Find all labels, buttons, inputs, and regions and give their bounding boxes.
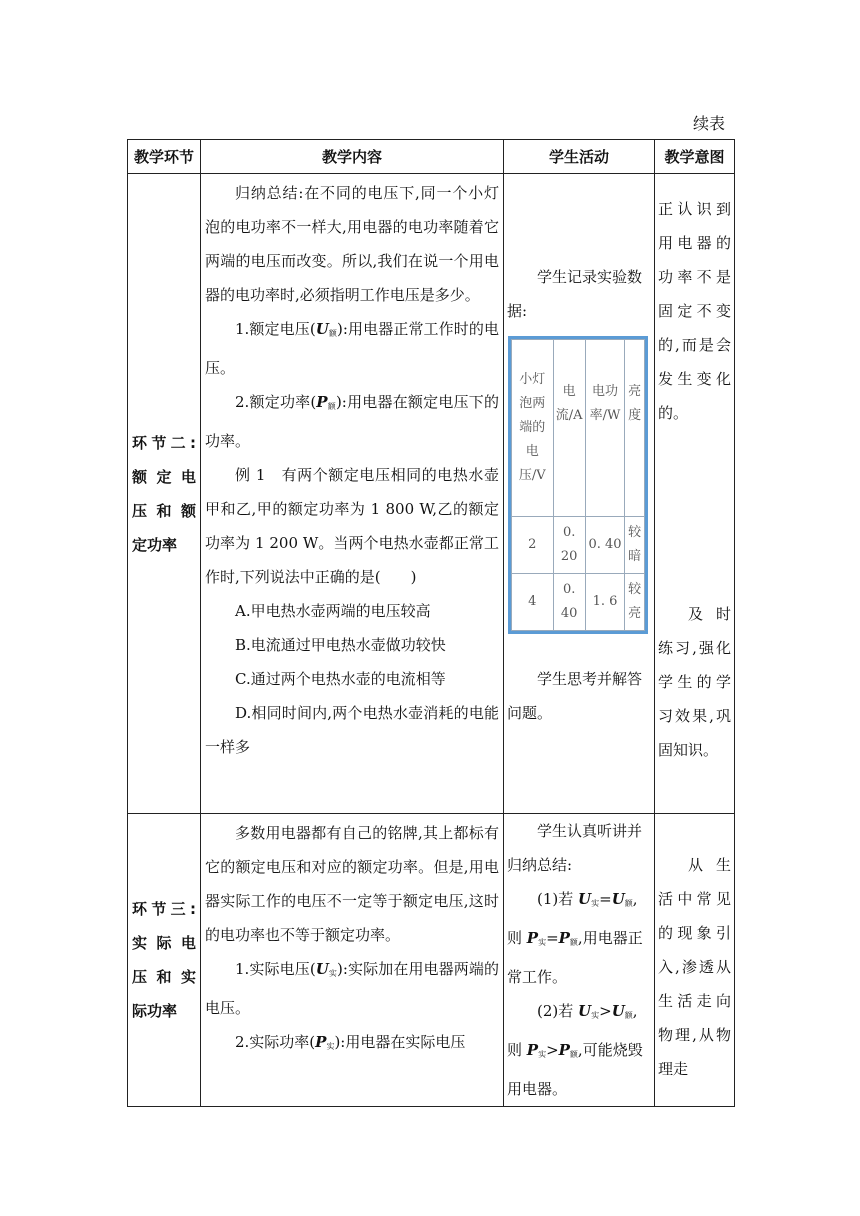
option-b: B.电流通过甲电热水壶做功较快 <box>235 636 446 654</box>
lesson-plan-table <box>127 139 735 1107</box>
purpose-text: 正认识到用电器的功率不是固定不变的,而是会发生变化的。 <box>658 200 731 422</box>
case-1: (1)若 $U_实=U_额$,则 $P_实=P_额$,用电器正常工作。 <box>507 890 643 986</box>
header-purpose: 教学意图 <box>655 140 735 174</box>
header-activity: 学生活动 <box>504 140 655 174</box>
stage-line: 额定电 <box>132 467 196 486</box>
col-current: 电流/A <box>553 340 585 517</box>
section2-activity <box>504 174 655 814</box>
data-table-header <box>512 340 645 517</box>
cell: 4 <box>512 574 554 631</box>
record-text: 学生记录实验数据: <box>507 268 643 320</box>
actual-voltage-definition: 1.实际电压$(U_实)$:实际加在用电器两端的电压。 <box>205 960 499 1017</box>
option-c: C.通过两个电热水壶的电流相等 <box>235 670 446 688</box>
stage-line: 定功率 <box>132 535 178 554</box>
cell: 较暗 <box>625 517 645 574</box>
section3-activity <box>504 814 655 1107</box>
cell: 0. 40 <box>553 574 585 631</box>
intro-paragraph: 多数用电器都有自己的铭牌,其上都标有它的额定电压和对应的额定功率。但是,用电器实际工作的电压不一定等于额定电压,这时的电功率也不等于额定功率。 <box>205 824 499 944</box>
option-a: A.甲电热水壶两端的电压较高 <box>235 602 431 620</box>
col-voltage: 小灯泡两端的电压/V <box>512 340 554 517</box>
col-brightness: 亮度 <box>625 340 645 517</box>
stage-line: 际功率 <box>132 1002 178 1020</box>
rated-power-definition: 2.额定功率$(P_额)$:用电器在额定电压下的功率。 <box>205 393 499 450</box>
actual-power-definition: 2.实际功率$(P_实)$:用电器在实际电压 <box>235 1033 466 1051</box>
section3-purpose <box>655 814 735 1107</box>
continued-label: 续表 <box>693 114 726 133</box>
rated-voltage-definition: 1.额定电压$(U_额)$:用电器正常工作时的电压。 <box>205 320 499 377</box>
cell: 0. 40 <box>585 517 624 574</box>
section3-stage <box>128 814 201 1107</box>
cell: 1. 6 <box>585 574 624 631</box>
purpose-text: 及时练习,强化学生的学习效果,巩固知识。 <box>658 605 731 759</box>
section3-row <box>128 814 735 1107</box>
think-text: 学生思考并解答问题。 <box>507 670 643 722</box>
cell: 0. 20 <box>553 517 585 574</box>
case-2: (2)若 $U_实>U_额$,则 $P_实>P_额$,可能烧毁用电器。 <box>507 1002 643 1098</box>
data-table-row <box>512 517 645 574</box>
data-table-row <box>512 574 645 631</box>
header-content: 教学内容 <box>201 140 504 174</box>
activity-intro: 学生认真听讲并归纳总结: <box>507 822 643 874</box>
stage-line: 实际电 <box>132 934 196 952</box>
section2-stage <box>128 174 201 814</box>
cell: 较亮 <box>625 574 645 631</box>
section2-purpose <box>655 174 735 814</box>
col-power: 电功率/W <box>585 340 624 517</box>
cell: 2 <box>512 517 554 574</box>
purpose-text: 从生活中常见的现象引入,渗透从生活走向物理,从物理走 <box>658 856 731 1078</box>
section3-content <box>201 814 504 1107</box>
example-question: 例 1 有两个额定电压相同的电热水壶甲和乙,甲的额定功率为 1 800 W,乙的额定功率为 1 200 W。当两个电热水壶都正常工作时,下列说法中正确的是( ) <box>205 466 499 586</box>
experiment-data-table <box>508 336 648 634</box>
section2-row <box>128 174 735 814</box>
stage-line: 环节三: <box>132 900 196 918</box>
stage-line: 压和额 <box>132 501 196 520</box>
header-row <box>128 140 735 174</box>
stage-line: 压和实 <box>132 968 196 986</box>
option-d: D.相同时间内,两个电热水壶消耗的电能一样多 <box>205 704 499 756</box>
section2-content <box>201 174 504 814</box>
summary-paragraph: 归纳总结:在不同的电压下,同一个小灯泡的电功率不一样大,用电器的电功率随着它两端的电压而改变。所以,我们在说一个用电器的电功率时,必须指明工作电压是多少。 <box>205 184 499 304</box>
header-stage: 教学环节 <box>128 140 201 174</box>
stage-line: 环节二: <box>132 433 196 452</box>
